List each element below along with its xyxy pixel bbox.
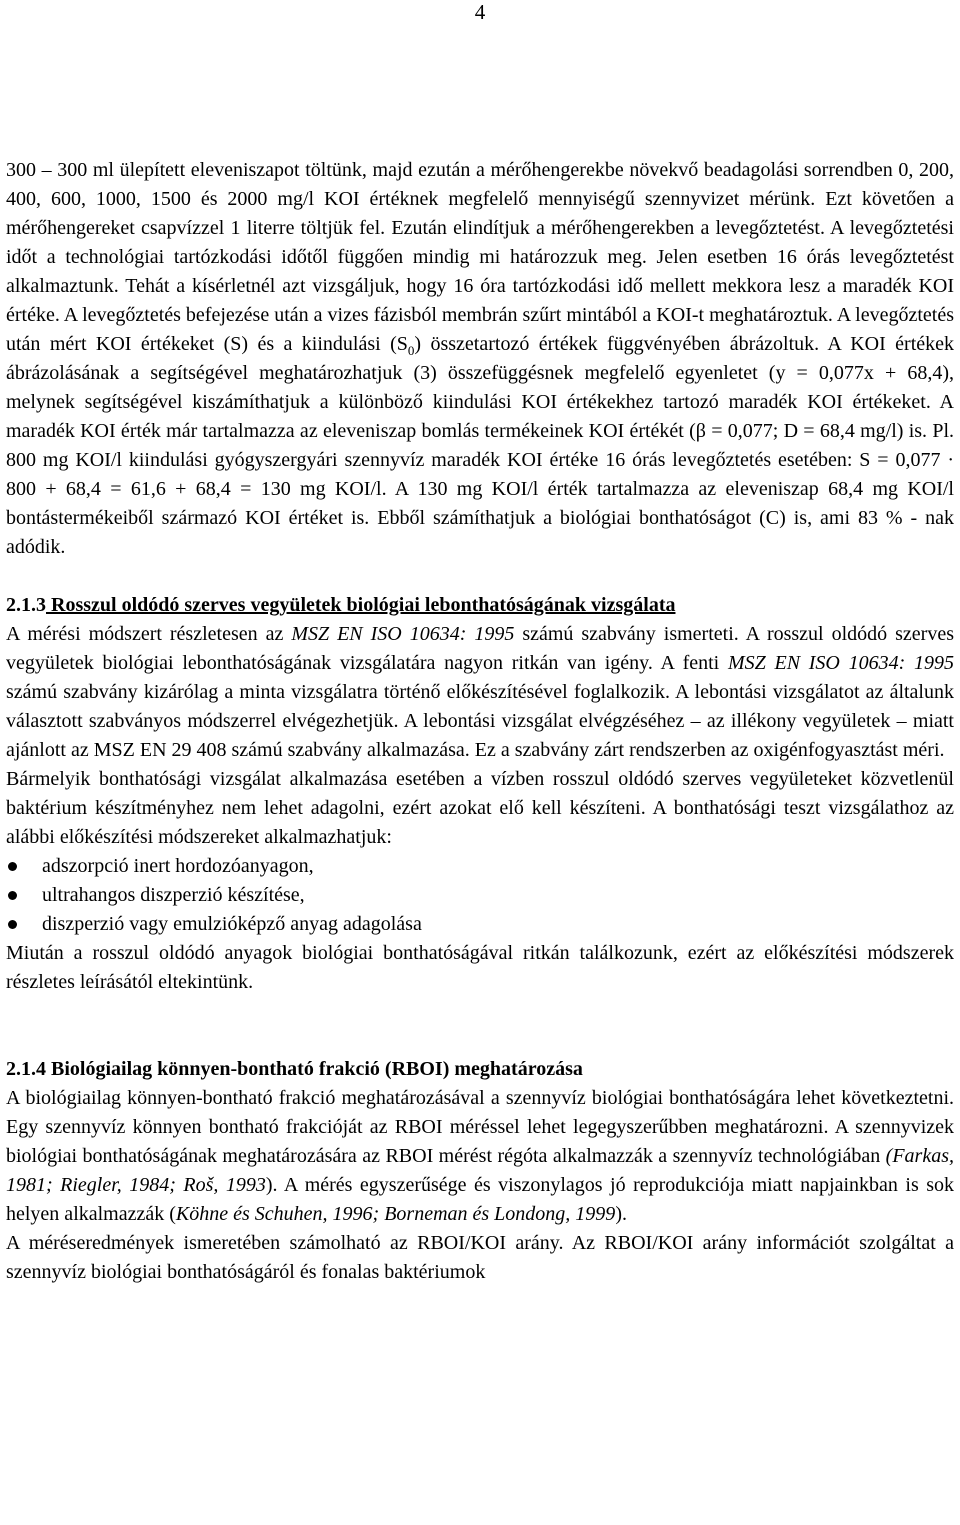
citation: Köhne és Schuhen, 1996; Borneman és Londong, 1999 xyxy=(175,1203,616,1225)
list-item: diszperzió vagy emulzióképző anyag adagolása xyxy=(6,910,954,939)
standard-reference: MSZ EN ISO 10634: 1995 xyxy=(291,623,515,645)
bullet-icon xyxy=(8,920,17,929)
preparation-methods-list xyxy=(6,852,954,939)
paragraph-conclusion: Miután a rosszul oldódó anyagok biológiai bonthatóságával ritkán találkozunk, ezért az előkészítési módszerek részletes leírásától eltekintünk. xyxy=(6,942,954,993)
page-number: 4 xyxy=(474,0,486,24)
paragraph-koi-measurement: 300 – 300 ml ülepített eleveniszapot töltünk, majd ezután a mérőhengerekbe növekvő beadagolási sorrendben 0, 200, 400, 600, 1000, 1500 és 2000 mg/l KOI értéknek megfelelő mennyiségű szennyvizet mérünk. Ezt követően a mérőhengereket csapvízzel 1 literre töltjük fel. Ezután elindítjuk a mérőhengerekben a levegőztetést. A levegőztetési időt a technológiai tartózkodási időtől függően mindig mi határozzuk meg. Jelen esetben 16 órás levegőztetést alkalmaztunk. Tehát a kísérletnél azt vizsgáljuk, hogy 16 óra tartózkodási idő mellett mekkora lesz a maradék KOI értéke. A levegőztetés befejezése után a vizes fázisból membrán szűrt mintából a KOI-t meghatároztuk. A levegőztetés után mért KOI értékeket (S) és a kiindulási $(S_0)$ összetartozó értékek függvényében ábrázoltuk. A KOI értékek ábrázolásának a segítségével meghatározhatjuk (3) összefüggésnek megfelelő egyenletet (y = 0,077x + 68,4), melynek segítségével kiszámíthatjuk a különböző kiindulási KOI értékekhez tartozó maradék KOI értékeket. A maradék KOI érték már tartalmazza az eleveniszap bomlás termékeinek KOI értékét (β = 0,077; D = 68,4 mg/l) is. Pl. 800 mg KOI/l kiindulási gyógyszergyári szennyvíz maradék KOI értéke 16 órás levegőztetés esetében: S = 0,077 · 800 + 68,4 = 61,6 + 68,4 = 130 mg KOI/l. A 130 mg KOI/l érték tartalmazza az eleveniszap 68,4 mg KOI/l bontástermékeiből származó KOI értéket is. Ebből számíthatjuk a biológiai bonthatóságot (C) is, ami 83 % - nak adódik. xyxy=(6,159,955,558)
citation: (Farkas, 1981; Riegler, 1984; Roš, 1993 xyxy=(6,1145,954,1196)
document-body xyxy=(6,156,954,1287)
section-heading-2-1-4: 2.1.4 Biológiailag könnyen-bontható frakció (RBOI) meghatározása xyxy=(6,1058,583,1080)
standard-reference: MSZ EN ISO 10634: 1995 xyxy=(727,652,954,674)
bullet-icon xyxy=(8,862,17,871)
list-item: ultrahangos diszperzió készítése, xyxy=(6,881,954,910)
paragraph-preparation: Bármelyik bonthatósági vizsgálat alkalmazása esetében a vízben rosszul oldódó szerves vegyületeket közvetlenül baktérium készítményhez nem lehet adagolni, ezért azokat elő kell készíteni. A bonthatósági teszt vizsgálathoz az alábbi előkészítési módszereket alkalmazhatjuk: xyxy=(6,768,954,848)
paragraph-msz-standard: A mérési módszert részletesen az MSZ EN ISO 10634: 1995 számú szabvány ismerteti. A rosszul oldódó szerves vegyületek biológiai lebonthatóságának vizsgálatára nagyon ritkán van igény. A fenti MSZ EN ISO 10634: 1995 számú szabvány kizárólag a minta vizsgálatra történő előkészítésével foglalkozik. A lebontási vizsgálatot az általunk választott szabványos módszerrel elvégezhetjük. A lebontási vizsgálat elvégzéséhez – az illékony vegyületek – miatt ajánlott az MSZ EN 29 408 számú szabvány alkalmazása. Ez a szabvány zárt rendszerben az oxigénfogyasztást méri. xyxy=(6,623,954,761)
section-heading-2-1-3: 2.1.3 Rosszul oldódó szerves vegyületek biológiai lebonthatóságának vizsgálata xyxy=(6,594,676,616)
paragraph-rboi-koi-ratio: A méréseredmények ismeretében számolható az RBOI/KOI arány. Az RBOI/KOI arány információt szolgáltat a szennyvíz biológiai bonthatóságáról és fonalas baktériumok xyxy=(6,1232,954,1283)
bullet-icon xyxy=(8,891,17,900)
list-item: adszorpció inert hordozóanyagon, xyxy=(6,852,954,881)
paragraph-rboi: A biológiailag könnyen-bontható frakció meghatározásával a szennyvíz biológiai bonthatóságára lehet következtetni. Egy szennyvíz könnyen bontható frakcióját az RBOI méréssel lehet legegyszerűbben meghatározni. A szennyvizek biológiai bonthatóságának meghatározására az RBOI mérést régóta alkalmazzák a szennyvíz technológiában (Farkas, 1981; Riegler, 1984; Roš, 1993). A mérés egyszerűsége és viszonylagos jó reprodukciója miatt napjainkban is sok helyen alkalmazzák (Köhne és Schuhen, 1996; Borneman és Londong, 1999). xyxy=(6,1087,954,1225)
